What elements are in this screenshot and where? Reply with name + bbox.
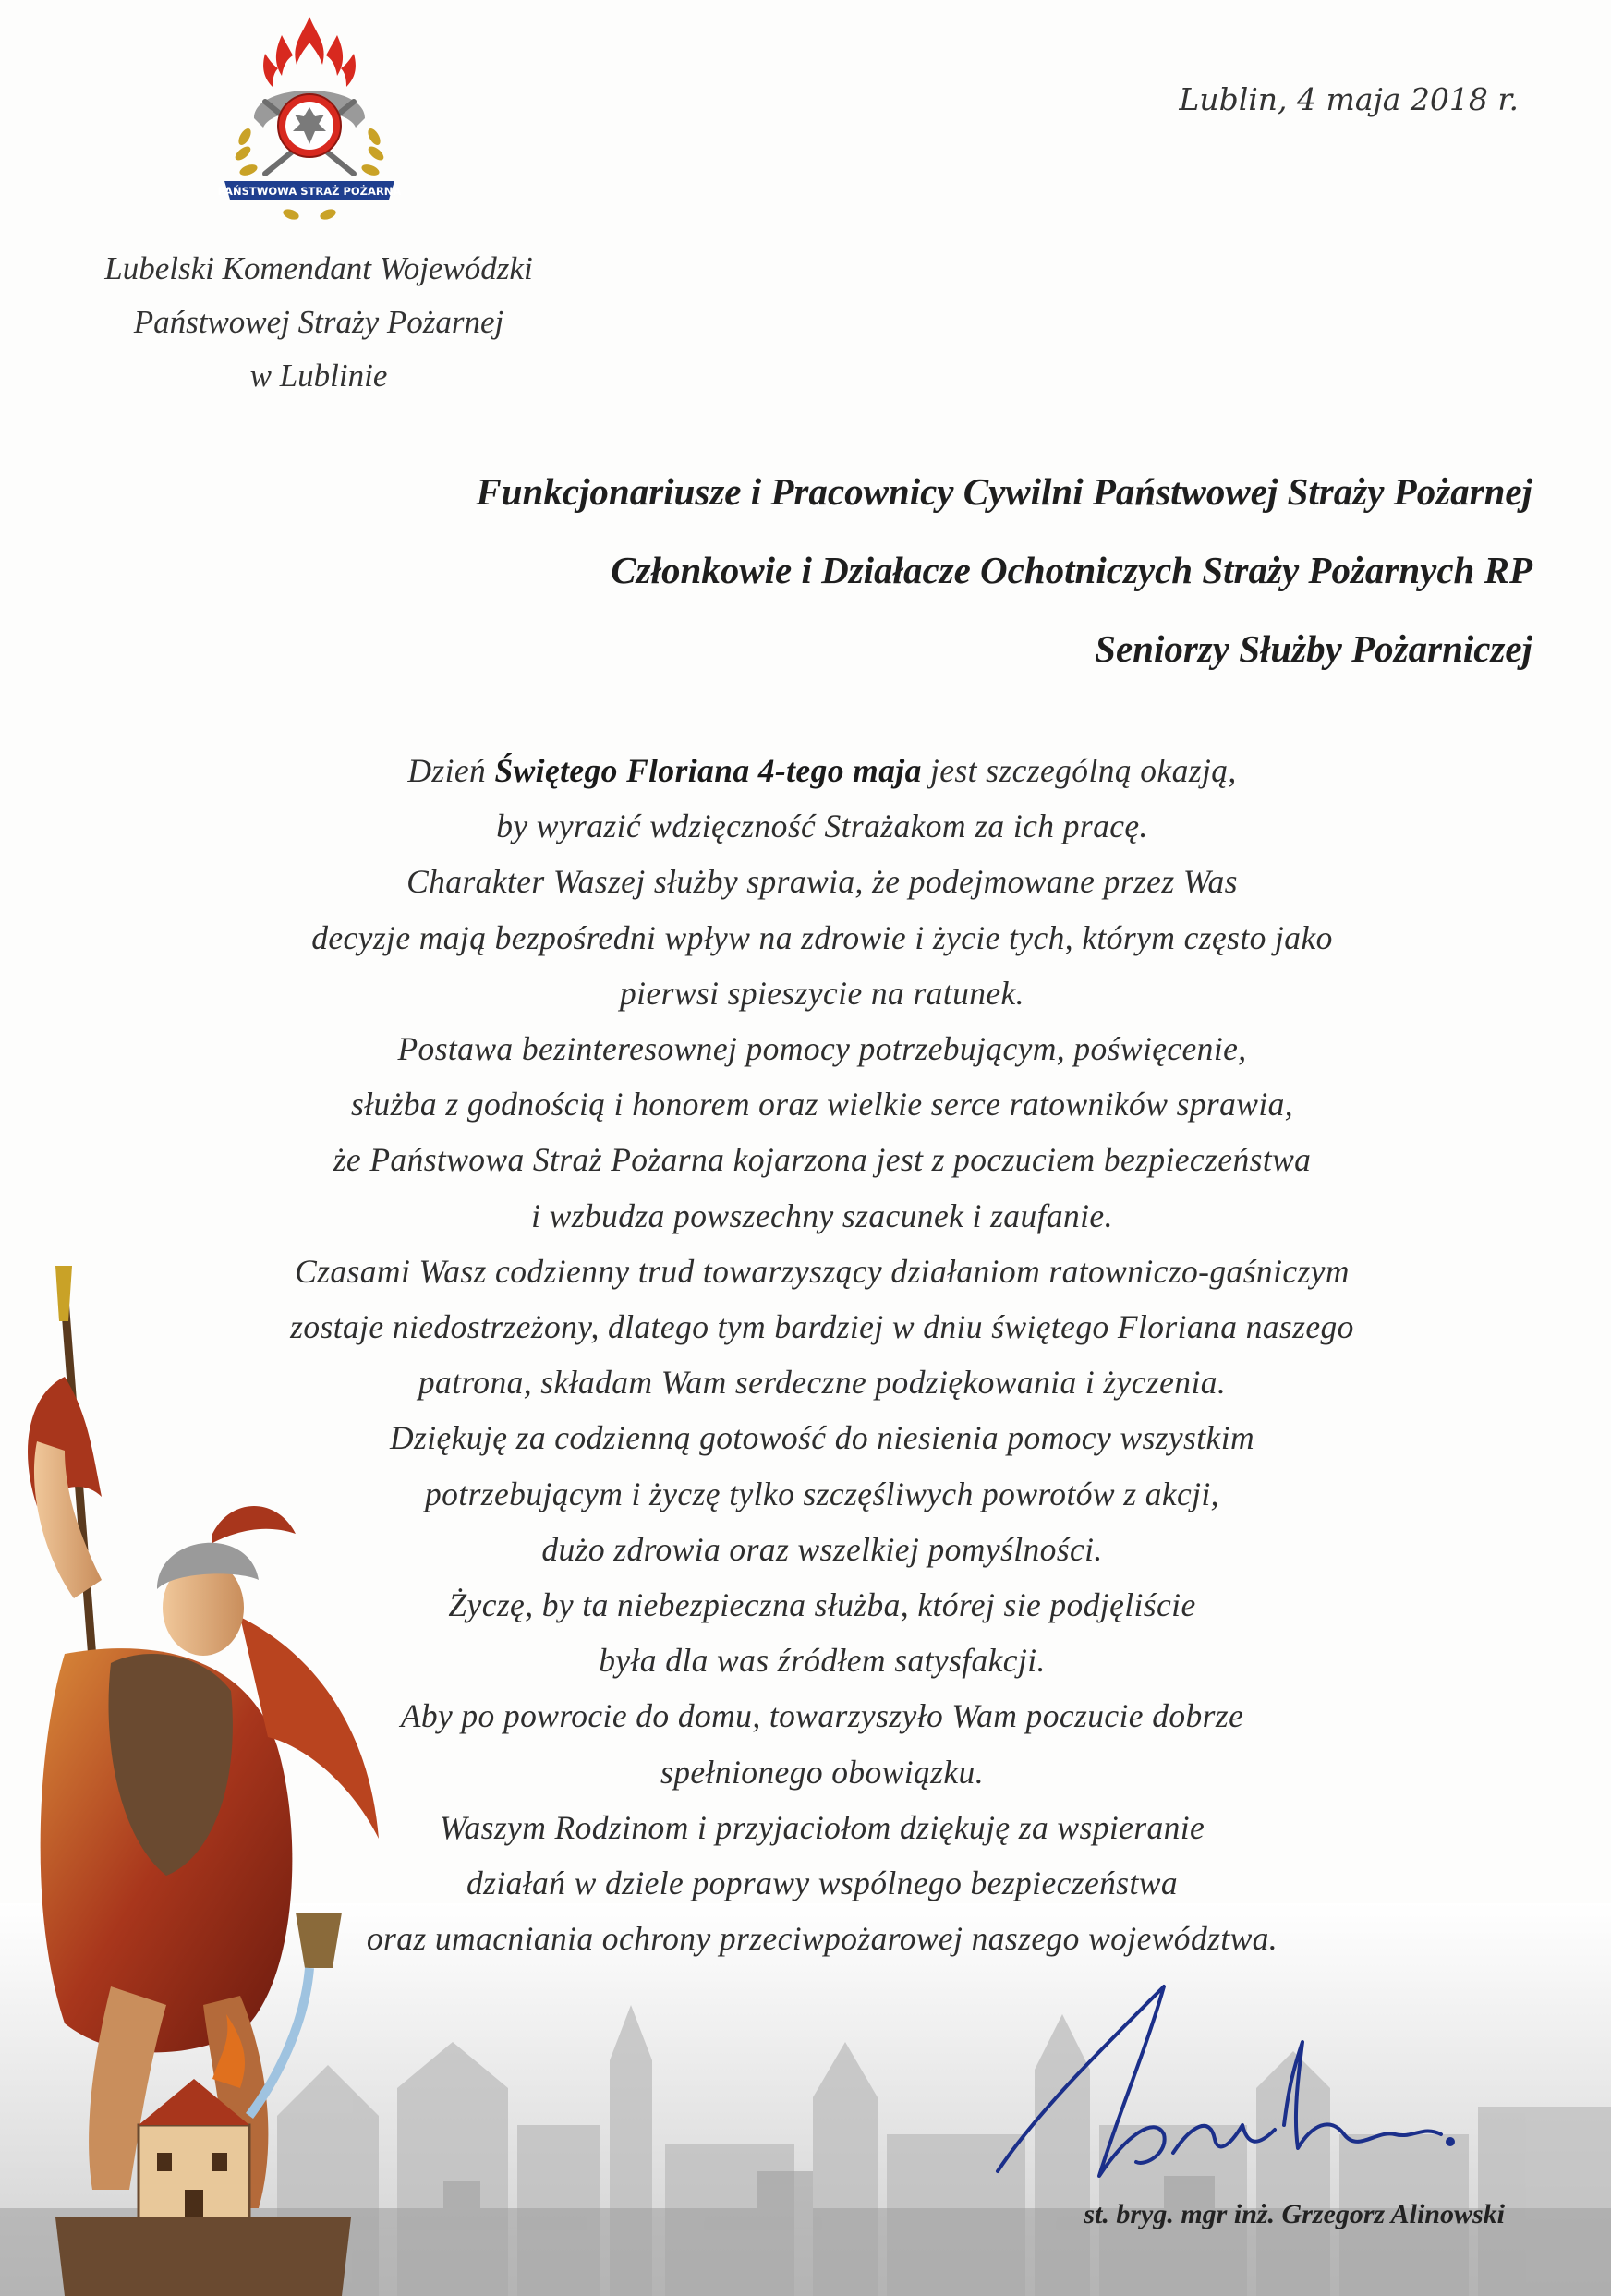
body-text-prefix: Dzień	[407, 752, 495, 789]
body-text-suffix: jest szczególną okazją,	[921, 752, 1237, 789]
body-line: służba z godnością i honorem oraz wielkie serce ratowników sprawia,	[350, 1086, 1294, 1124]
recipients-block	[147, 453, 1532, 688]
body-text-bold: Świętego Floriana 4-tego maja	[494, 752, 922, 789]
body-line: by wyrazić wdzięczność Strażakom za ich pracę.	[496, 808, 1148, 845]
body-line: była dla was źródłem satysfakcji.	[599, 1642, 1046, 1680]
saint-florian-statue-image	[0, 1266, 388, 2296]
signer-name: st. bryg. mgr inż. Grzegorz Alinowski	[1084, 2199, 1505, 2229]
emblem-ribbon-text: PAŃSTWOWA STRAŻ POŻARNA	[217, 185, 402, 198]
body-line: Postawa bezinteresownej pomocy potrzebującym, poświęcenie,	[397, 1030, 1247, 1068]
sender-line: Państwowej Straży Pożarnej	[133, 304, 504, 340]
recipient-line: Członkowie i Działacze Ochotniczych Straży Pożarnych RP	[611, 549, 1532, 591]
body-line-first	[102, 743, 1543, 798]
body-line: i wzbudza powszechny szacunek i zaufanie.	[531, 1197, 1113, 1234]
body-line: potrzebującym i życzę tylko szczęśliwych powrotów z akcji,	[425, 1475, 1219, 1512]
sender-block	[32, 242, 605, 403]
sender-line: w Lublinie	[249, 358, 388, 394]
sender-line: Lubelski Komendant Wojewódzki	[104, 250, 533, 286]
body-line: decyzje mają bezpośredni wpływ na zdrowie i życie tych, którym często jako	[311, 918, 1333, 956]
letter-date: Lublin, 4 maja 2018 r.	[1179, 81, 1519, 117]
body-line: spełnionego obowiązku.	[660, 1753, 984, 1791]
body-line: Życzę, by ta niebezpieczna służba, której sie podjęliście	[448, 1586, 1196, 1624]
body-line: zostaje niedostrzeżony, dlatego tym bardziej w dniu świętego Floriana naszego	[290, 1308, 1354, 1346]
body-line: pierwsi spieszycie na ratunek.	[620, 974, 1024, 1012]
body-line: Dziękuję za codzienną gotowość do niesienia pomocy wszystkim	[389, 1419, 1254, 1457]
handwritten-signature	[979, 1977, 1478, 2199]
body-line: działań w dziele poprawy wspólnego bezpieczeństwa	[466, 1865, 1178, 1902]
body-line: Charakter Waszej służby sprawia, że podejmowane przez Was	[406, 863, 1238, 901]
body-line: że Państwowa Straż Pożarna kojarzona jest z poczuciem bezpieczeństwa	[333, 1141, 1312, 1179]
recipient-line: Funkcjonariusze i Pracownicy Cywilni Państwowej Straży Pożarnej	[476, 470, 1532, 513]
body-line: patrona, składam Wam serdeczne podziękowania i życzenia.	[418, 1364, 1227, 1402]
body-line: Czasami Wasz codzienny trud towarzyszący działaniom ratowniczo-gaśniczym	[295, 1252, 1350, 1290]
body-line: Waszym Rodzinom i przyjaciołom dziękuję za wspieranie	[439, 1808, 1205, 1846]
fire-service-emblem-logo	[217, 17, 402, 231]
body-line: Aby po powrocie do domu, towarzyszyło Wam poczucie dobrze	[400, 1697, 1244, 1735]
body-line: dużo zdrowia oraz wszelkiej pomyślności.	[541, 1530, 1103, 1568]
body-line: oraz umacniania ochrony przeciwpożarowej naszego województwa.	[366, 1920, 1278, 1958]
recipient-line: Seniorzy Służby Pożarniczej	[1095, 627, 1532, 670]
